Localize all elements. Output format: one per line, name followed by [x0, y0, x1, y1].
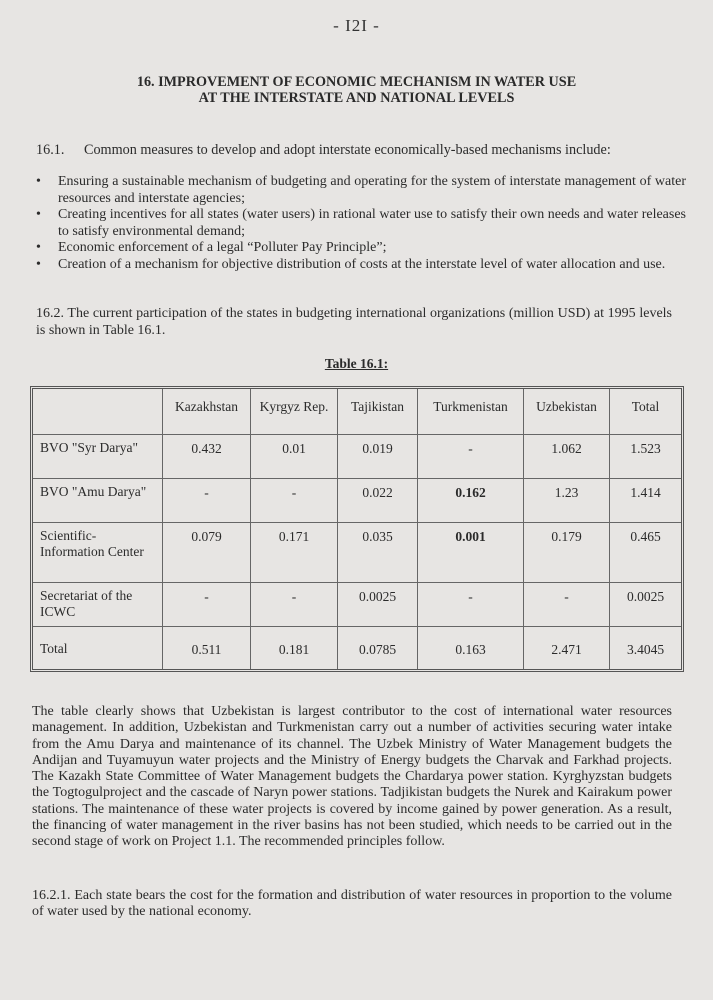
- table-cell: 0.022: [338, 479, 418, 523]
- row-label: BVO "Syr Darya": [33, 435, 163, 479]
- table-cell: 0.019: [338, 435, 418, 479]
- table-cell: 0.079: [163, 523, 251, 583]
- header-cell: Kyrgyz Rep.: [251, 389, 338, 435]
- header-cell: Kazakhstan: [163, 389, 251, 435]
- table-cell: -: [163, 479, 251, 523]
- table-cell: -: [251, 479, 338, 523]
- table-row: [33, 479, 681, 523]
- measures-list: [36, 174, 686, 273]
- list-item: • Creation of a mechanism for objective distribution of costs at the interstate level of water allocation and use.: [36, 256, 666, 272]
- header-cell: Total: [610, 389, 681, 435]
- table-cell: -: [251, 583, 338, 627]
- table-cell: 0.432: [163, 435, 251, 479]
- page-number: - I2I -: [333, 16, 380, 35]
- table-cell: 0.163: [418, 627, 524, 669]
- table-cell: 2.471: [524, 627, 610, 669]
- budget-table: [30, 386, 684, 672]
- section-16-1: [36, 142, 686, 159]
- table-cell: 0.01: [251, 435, 338, 479]
- bullet-icon: •: [36, 207, 41, 222]
- table-cell: 0.171: [251, 523, 338, 583]
- table-cell: -: [524, 583, 610, 627]
- row-label: BVO "Amu Darya": [33, 479, 163, 523]
- row-label: Secretariat of the ICWC: [33, 583, 163, 627]
- table-cell: 3.4045: [626, 641, 665, 657]
- header-cell: Uzbekistan: [524, 389, 610, 435]
- table-cell: -: [418, 435, 524, 479]
- list-item: • Ensuring a sustainable mechanism of budgeting and operating for the system of interstate management of water resources and interstate agencies;: [36, 174, 686, 206]
- header-cell: Tajikistan: [338, 389, 418, 435]
- table-cell: -: [418, 583, 524, 627]
- row-label: Total: [33, 627, 163, 669]
- table-cell: 0.511: [163, 627, 251, 669]
- table-caption: Table 16.1:: [324, 356, 389, 371]
- bullet-icon: •: [36, 256, 41, 272]
- table-cell: 0.465: [610, 523, 681, 583]
- section-16-2: 16.2. The current participation of the states in budgeting international organizations (million USD) at 1995 levels is shown in Table 16.1.: [36, 306, 672, 338]
- table-cell: 1.523: [610, 435, 681, 479]
- table-cell: 1.23: [524, 479, 610, 523]
- table-cell: 0.0785: [338, 627, 418, 669]
- table-row: [33, 523, 681, 583]
- table-cell: 0.179: [524, 523, 610, 583]
- section-16-1-number: 16.1.: [36, 142, 65, 158]
- table-row: [33, 435, 681, 479]
- table-cell: 0.001: [418, 523, 524, 583]
- list-item: • Economic enforcement of a legal “Polluter Pay Principle”;: [36, 240, 387, 255]
- table-discussion-paragraph: The table clearly shows that Uzbekistan is largest contributor to the cost of international water resources management. In addition, Uzbekistan and Turkmenistan carry out a number of activities securing water intake from the Amu Darya and maintenance of its channel. The Uzbek Ministry of Water Management budgets the Andijan and Tuyamuyun water projects and the Ministry of Energy budgets the Charvak and Farkhad projects. The Kazakh State Committee of Water Management budgets the Chardarya power station. Kyrghyzstan budgets the Togtogulproject and the cascade of Naryn power stations. Tadjikistan budgets the Nurek and Kairakum power stations. The maintenance of these water projects is covered by income gained by power generation. As a result, the financing of water management in the river basins has not been studied, which needs to be carried out in the second stage of work on Project 1.1. The recommended principles follow.: [32, 704, 672, 850]
- heading-line-1: 16. IMPROVEMENT OF ECONOMIC MECHANISM IN WATER USE: [136, 74, 577, 90]
- section-heading: [80, 74, 633, 106]
- table-cell: 0.162: [418, 479, 524, 523]
- section-16-2-1: 16.2.1. Each state bears the cost for the formation and distribution of water resources in proportion to the volume of water used by the national economy.: [32, 888, 672, 920]
- table-cell: 0.035: [338, 523, 418, 583]
- bullet-icon: •: [36, 240, 41, 255]
- table-cell: 1.414: [610, 479, 681, 523]
- section-16-1-text: Common measures to develop and adopt interstate economically-based mechanisms include:: [84, 142, 611, 158]
- header-cell: Turkmenistan: [418, 389, 524, 435]
- list-item: • Creating incentives for all states (water users) in rational water use to satisfy their own needs and water releases to satisfy environmental demand;: [36, 207, 686, 239]
- table-cell: 0.0025: [338, 583, 418, 627]
- table-cell: 0.0025: [610, 583, 681, 627]
- table-cell: 1.062: [524, 435, 610, 479]
- header-cell: [33, 389, 163, 435]
- heading-line-2: AT THE INTERSTATE AND NATIONAL LEVELS: [198, 90, 515, 106]
- bullet-icon: •: [36, 174, 41, 189]
- table-total-row: [33, 627, 681, 669]
- table-header-row: [33, 389, 681, 435]
- table-cell: 0.181: [251, 627, 338, 669]
- row-label: Scientific-Information Center: [33, 523, 163, 583]
- table-cell: -: [163, 583, 251, 627]
- table-row: [33, 583, 681, 627]
